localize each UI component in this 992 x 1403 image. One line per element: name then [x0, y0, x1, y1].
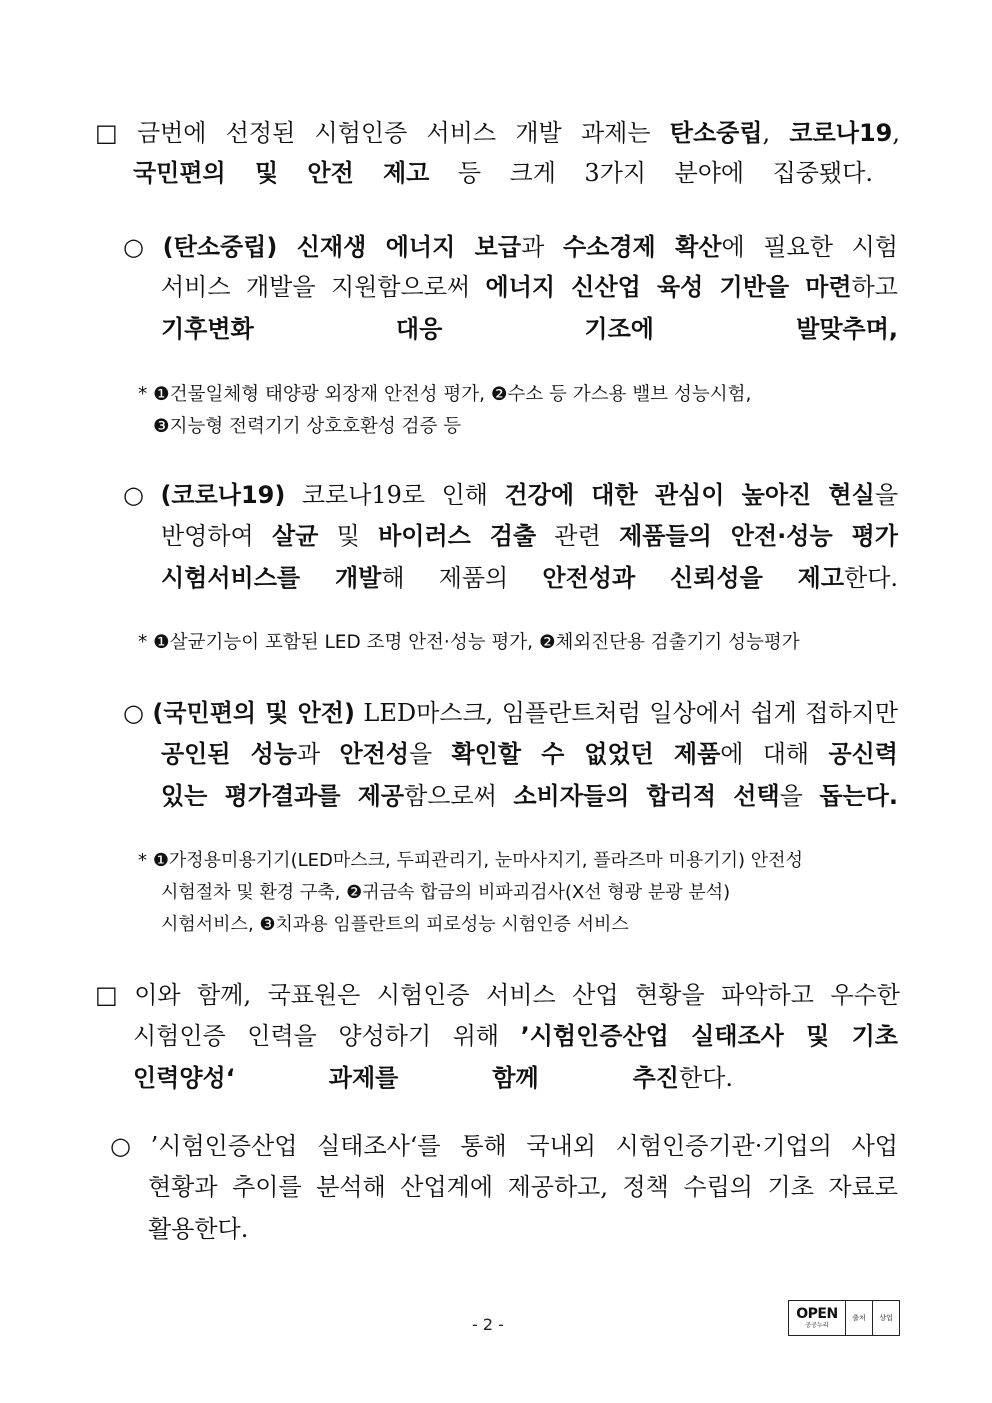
para-5-line-2 [133, 1019, 898, 1053]
text-run: 탄소중립 [669, 119, 763, 147]
note-1-line-1: * ❶건물일체형 태양광 외장재 안전성 평가, ❷수소 등 가스용 밸브 성능시험, [138, 384, 752, 405]
para-2-line-2 [161, 270, 898, 304]
noncommercial-label: 상업 [879, 1314, 893, 1322]
para-1-line-1 [95, 116, 900, 150]
text-run: 에 대해 [720, 740, 829, 768]
text-run: 금번에 선정된 시험인증 서비스 개발 과제는 [136, 119, 670, 147]
text-run: 활용한다. [148, 1215, 249, 1243]
text-run: □ [95, 119, 137, 147]
text-run: 수소경제 확산 [562, 233, 722, 261]
open-label: OPEN [796, 1305, 838, 1322]
note-2-line-1: * ❶살균기능이 포함된 LED 조명 안전·성능 평가, ❷체외진단용 검출기기 성능평가 [138, 632, 800, 653]
para-2-line-3 [161, 312, 898, 346]
text-run: 시험서비스를 개발 [161, 564, 382, 592]
text-run: 반영하여 [161, 522, 272, 550]
text-run: LED마스크, 임플란트처럼 일상에서 쉽게 접하지만 [354, 699, 899, 727]
para-6-line-1 [110, 1129, 898, 1163]
text-run: 을 [874, 481, 898, 509]
text-run: 관련 [536, 522, 620, 550]
para-1-line-2 [133, 156, 873, 190]
open-license-logo [788, 1300, 900, 1336]
para-5-line-1 [95, 978, 900, 1012]
note-3-line-2: 시험절차 및 환경 구축, ❷귀금속 합금의 비파괴검사(X선 형광 분광 분석) [161, 882, 731, 903]
text-run: 인력양성‘ 과제를 함께 추진 [133, 1064, 679, 1092]
para-3-line-2 [161, 519, 898, 553]
text-run: 안전성 [339, 740, 410, 768]
text-run: , [892, 119, 900, 147]
para-5-line-3 [133, 1061, 733, 1095]
text-run: 에너지 신산업 육성 기반을 마련 [485, 273, 852, 301]
note-1-line-2: ❸지능형 전력기기 상호호환성 검증 등 [153, 416, 462, 437]
text-run: 확인할 수 없었던 제품 [451, 740, 721, 768]
text-run: ○ [110, 1132, 151, 1160]
text-run: 소비자들의 합리적 선택 [513, 782, 780, 810]
para-2-line-1 [123, 230, 898, 264]
para-3-line-1 [123, 478, 898, 512]
text-run: 기후변화 대응 기조에 발맞추며, [161, 315, 898, 343]
text-run: 돕는다. [819, 782, 898, 810]
para-6-line-2 [148, 1170, 898, 1204]
text-run: 한다. [844, 564, 899, 592]
open-logo-text [789, 1301, 846, 1335]
text-run: 살균 [272, 522, 319, 550]
text-run: 제품들의 안전·성능 평가 [619, 522, 898, 550]
text-run: 을 [779, 782, 820, 810]
text-run: ○ [123, 233, 163, 261]
para-4-line-1 [123, 696, 898, 730]
text-run: (탄소중립) 신재생 에너지 보급 [162, 233, 522, 261]
text-run: 국민편의 및 안전 제고 [133, 159, 430, 187]
text-run: 바이러스 검출 [378, 522, 537, 550]
text-run: 시험인증 인력을 양성하기 위해 [133, 1022, 521, 1050]
text-run: 있는 평가결과를 제공 [161, 782, 405, 810]
open-sub-label: 공공누리 [805, 1321, 829, 1329]
text-run: 안전성과 신뢰성을 제고 [542, 564, 845, 592]
text-run: 건강에 대한 관심이 높아진 현실 [504, 481, 875, 509]
text-run: ○ [123, 699, 153, 727]
para-4-line-2 [161, 737, 898, 771]
note-3-line-1: * ❶가정용미용기기(LED마스크, 두피관리기, 눈마사지기, 플라즈마 미용기기) 안전성 [138, 850, 803, 871]
text-run: 한다. [679, 1064, 733, 1092]
text-run: ’시험인증산업 실태조사 및 기초 [520, 1022, 898, 1050]
text-run: 에 필요한 시험 [721, 233, 898, 261]
text-run: 코로나19로 인해 [285, 481, 505, 509]
text-run: 과 [296, 740, 340, 768]
text-run: 해 제품의 [381, 564, 543, 592]
text-run: , [762, 119, 790, 147]
text-run: □ [95, 981, 135, 1009]
text-run: 및 [318, 522, 379, 550]
text-run: 하고 [851, 273, 898, 301]
noncommercial-icon [873, 1301, 899, 1335]
text-run: 등 크게 3가지 분야에 집중됐다. [429, 159, 873, 187]
text-run: (국민편의 및 안전) [152, 699, 355, 727]
para-6-line-3 [148, 1212, 248, 1246]
license-icons [846, 1301, 899, 1335]
text-run: (코로나19) [160, 481, 286, 509]
note-3-line-3: 시험서비스, ❸치과용 임플란트의 피로성능 시험인증 서비스 [161, 914, 629, 935]
text-run: 이와 함께, 국표원은 시험인증 서비스 산업 현황을 파악하고 우수한 [134, 981, 900, 1009]
page-number: - 2 - [472, 1315, 504, 1334]
text-run: 공인된 성능 [161, 740, 297, 768]
text-run: 과 [521, 233, 563, 261]
text-run: 공신력 [828, 740, 898, 768]
text-run: 을 [409, 740, 452, 768]
text-run: 서비스 개발을 지원함으로써 [161, 273, 486, 301]
text-run: 코로나19 [789, 119, 893, 147]
text-run: ’시험인증산업 실태조사‘를 통해 국내외 시험인증기관·기업의 사업 [150, 1132, 898, 1160]
para-3-line-3 [161, 561, 898, 595]
text-run: ○ [123, 481, 161, 509]
text-run: 함으로써 [404, 782, 514, 810]
para-4-line-3 [161, 779, 898, 813]
attribution-label: 출처 [852, 1314, 866, 1322]
attribution-icon [846, 1301, 873, 1335]
text-run: 현황과 추이를 분석해 산업계에 제공하고, 정책 수립의 기초 자료로 [148, 1173, 898, 1201]
